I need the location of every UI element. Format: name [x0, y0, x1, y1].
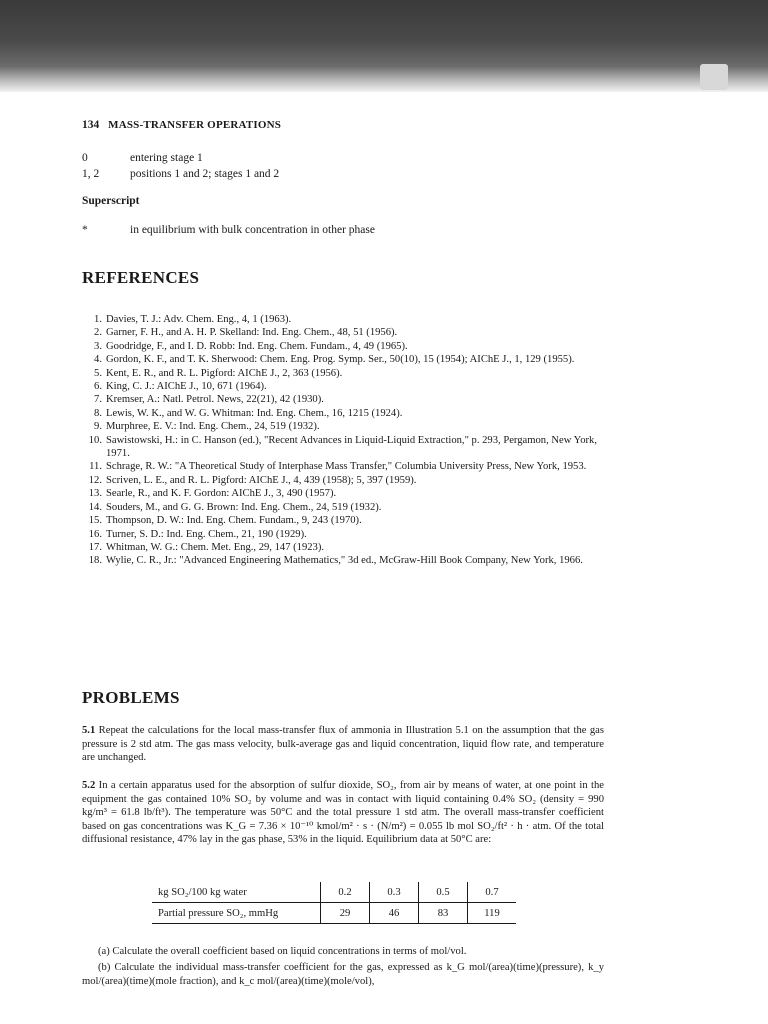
table-cell: 0.7 [468, 882, 517, 903]
reference-item: 8. Lewis, W. K., and W. G. Whitman: Ind. Eng. Chem., 16, 1215 (1924). [94, 407, 403, 419]
subscript-meaning: entering stage 1 [130, 152, 203, 164]
table-cell: 46 [370, 903, 419, 924]
problem-text: In a certain apparatus used for the absorption of sulfur dioxide, SO₂, from air by means of water, at one point in the equipment the gas contained 10% SO₂ by volume and was in contact with liquid containing 0.4% SO₂ (density = 990 kg/m³ = 61.8 lb/ft³). The temperature was 50°C and the total pressure 1 std atm. The overall mass-transfer coefficient based on gas concentrations was K_G = 7.36 × 10⁻¹⁰ kmol/m² · s · (N/m²) = 0.055 lb mol SO₂/ft² · h · atm. Of the total diffusional resistance, 47% lay in the gas phase, 53% in the liquid. Equilibrium data at 50°C are: [82, 780, 604, 846]
table-cell: 119 [468, 903, 517, 924]
problem-5-1 [82, 724, 604, 765]
scan-shadow [0, 0, 768, 92]
superscript-meaning: in equilibrium with bulk concentration in other phase [130, 224, 375, 236]
subscript-meaning: positions 1 and 2; stages 1 and 2 [130, 168, 280, 180]
reference-item: 10. Sawistowski, H.: in C. Hanson (ed.), "Recent Advances in Liquid-Liquid Extraction," p. 293, Pergamon, New York, 1971. [88, 434, 597, 460]
superscript-symbol: * [82, 224, 88, 236]
references-heading: REFERENCES [82, 268, 200, 287]
table-cell: 0.3 [370, 882, 419, 903]
subscript-symbol: 0 [82, 152, 88, 164]
reference-item: 15. Thompson, D. W.: Ind. Eng. Chem. Fundam., 9, 243 (1970). [88, 515, 362, 527]
reference-item: 9. Murphree, E. V.: Ind. Eng. Chem., 24, 519 (1932). [94, 421, 320, 433]
reference-item: 11. Schrage, R. W.: "A Theoretical Study of Interphase Mass Transfer," Columbia University Press, New York, 1953. [89, 461, 587, 473]
reference-item: 18. Wylie, C. R., Jr.: "Advanced Engineering Mathematics," 3d ed., McGraw-Hill Book Company, New York, 1966. [88, 555, 583, 567]
reference-item: 3. Goodridge, F., and I. D. Robb: Ind. Eng. Chem. Fundam., 4, 49 (1965). [94, 340, 408, 352]
reference-item: 6. King, C. J.: AIChE J., 10, 671 (1964). [94, 381, 267, 393]
problem-text: Repeat the calculations for the local mass-transfer flux of ammonia in Illustration 5.1 on the assumption that the gas pressure is 2 std atm. The gas mass velocity, bulk-average gas and liquid concentration, liquid flow rate, and temperature are unchanged. [82, 725, 604, 764]
subscript-symbol: 1, 2 [82, 168, 100, 180]
problem-5-2 [82, 779, 604, 847]
subscript-row [82, 168, 279, 180]
reference-item: 13. Searle, R., and K. F. Gordon: AIChE J., 3, 490 (1957). [88, 488, 337, 500]
table-cell: 29 [321, 903, 370, 924]
reference-item: 16. Turner, S. D.: Ind. Eng. Chem., 21, 190 (1929). [88, 528, 307, 540]
problem-number: 5.2 [82, 780, 96, 791]
table-row [152, 882, 516, 903]
superscript-heading: Superscript [82, 195, 140, 207]
reference-item: 1. Davies, T. J.: Adv. Chem. Eng., 4, 1 (1963). [94, 314, 292, 325]
reference-item: 14. Souders, M., and G. G. Brown: Ind. Eng. Chem., 24, 519 (1932). [88, 501, 382, 513]
running-head [82, 119, 281, 131]
reference-item: 5. Kent, E. R., and R. L. Pigford: AIChE J., 2, 363 (1956). [94, 367, 343, 379]
problem-part-b: (b) Calculate the individual mass-transfer coefficient for the gas, expressed as k_G mol/(area)(time)(pressure), k_y mol/(area)(time)(mole fraction), and k_c mol/(area)(time)(mole/vol), [82, 962, 604, 987]
problem-part-a: (a) Calculate the overall coefficient based on liquid concentrations in terms of mol/vol. [98, 946, 467, 957]
subscript-row [82, 152, 203, 164]
table-row [152, 903, 516, 924]
problem-number: 5.1 [82, 725, 96, 736]
row-label: Partial pressure SO₂, mmHg [152, 903, 321, 924]
page-number: 134 [82, 119, 100, 131]
scan-corner-mark [700, 64, 728, 90]
equilibrium-table [152, 882, 516, 924]
reference-item: 4. Gordon, K. F., and T. K. Sherwood: Chem. Eng. Prog. Symp. Ser., 50(10), 15 (1954); AIChE J., 1, 129 (1955). [94, 354, 575, 366]
table-cell: 0.2 [321, 882, 370, 903]
running-title: MASS-TRANSFER OPERATIONS [108, 119, 282, 131]
problems-heading: PROBLEMS [82, 688, 180, 707]
references-list [82, 313, 604, 568]
superscript-row [82, 224, 375, 236]
table-cell: 83 [419, 903, 468, 924]
reference-item: 17. Whitman, W. G.: Chem. Met. Eng., 29, 147 (1923). [88, 541, 325, 553]
reference-item: 7. Kremser, A.: Natl. Petrol. News, 22(21), 42 (1930). [94, 394, 324, 406]
reference-item: 12. Scriven, L. E., and R. L. Pigford: AIChE J., 4, 439 (1958); 5, 397 (1959). [88, 474, 417, 486]
table-cell: 0.5 [419, 882, 468, 903]
reference-item: 2. Garner, F. H., and A. H. P. Skelland: Ind. Eng. Chem., 48, 51 (1956). [94, 327, 398, 339]
row-label: kg SO₂/100 kg water [152, 882, 321, 903]
